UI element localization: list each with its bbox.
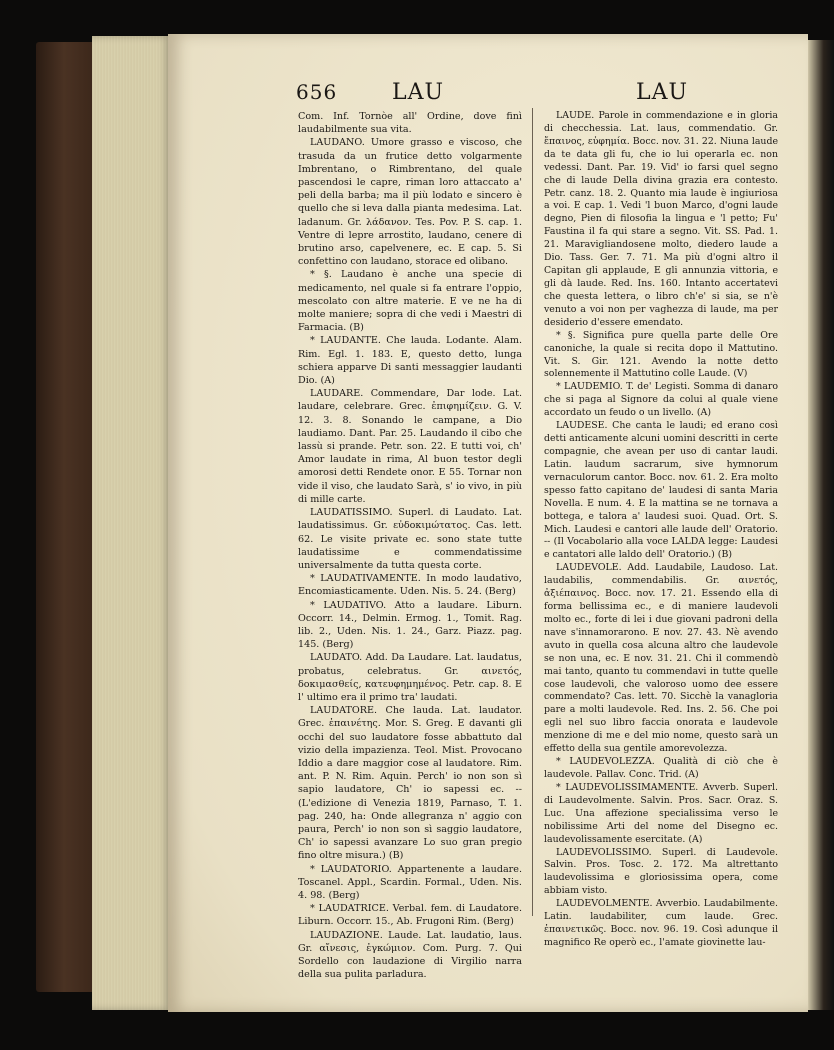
running-head-right: LAU — [636, 80, 689, 105]
right-column — [544, 110, 778, 950]
dictionary-entry: * LAUDEVOLISSIMAMENTE. Avverb. Superl. di Laudevolmente. Salvin. Pros. Sacr. Oraz. S. Luc. Una affezione specialissima verso le nobilissime Arti del nome del Disegno ec. laudevolissamente esercitate. (A) — [544, 781, 778, 845]
dictionary-entry: * LAUDANTE. Che lauda. Lodante. Alam. Rim. Egl. 1. 183. E, questo detto, lunga schiera apparve Di santi messaggier laudanti Dio. (A) — [298, 335, 522, 387]
dictionary-entry: LAUDEVOLMENTE. Avverbio. Laudabilmente. Latin. laudabiliter, cum laude. Grec. ἐπαινετικῶς. Bocc. nov. 96. 19. Così adunque il magnifico Re operò ec., l'amate giovinette lau- — [544, 898, 778, 948]
dictionary-entry: * LAUDATORIO. Appartenente a laudare. Toscanel. Appl., Scardin. Formal., Uden. Nis. 4. 98. (Berg) — [298, 863, 522, 901]
dictionary-entry: * LAUDATRICE. Verbal. fem. di Laudatore. Liburn. Occorr. 15., Ab. Frugoni Rim. (Berg) — [298, 903, 522, 928]
dictionary-entry: LAUDESE. Che canta le laudi; ed erano così detti anticamente alcuni uomini descritti in certe compagnie, che avean per uso di cantar laudi. Latin. laudum sacrarum, sive hymnorum vernaculorum cantor. Bocc. nov. 61. 2. Era molto spesso fatto capitano de' laudesi di santa Maria Novella. E num. 4. E la mattina se ne tornava a bottega, e talora a' laudesi suoi. Quad. Ort. S. Mich. Laudesi e cantori alle laude dell' Oratorio. -- (Il Vocabolario alla voce LALDA legge: Laudesi e cantatori alle laldo dell' Oratorio.) (B) — [544, 420, 778, 561]
dictionary-entry: LAUDE. Parole in commendazione e in gloria di checchessia. Lat. laus, commendatio. Gr. ἔπαινος, εὐφημία. Bocc. nov. 31. 22. Niuna laude da te data gli fu, che io lui operarla ec. non vedessi. Dant. Par. 19. Vid' io farsi quel segno che di laude Della divina grazia era contesto. Petr. canz. 18. 2. Quanto mia laude è ingiuriosa a voi. E cap. 1. Vedi 'l buon Marco, d'ogni laude degno, Pien di filosofia la lingua e 'l petto; Fu' Faustina il fa qui stare a segno. Vit. SS. Pad. 1. 21. Maravigliandosene molto, diedero laude a Dio. Tass. Ger. 7. 71. Ma più d'ogni altro il Capitan gli applaude, E gli annunzia vittoria, e gli dà laude. Red. Ins. 160. Intanto accertatevi che questa lettera, o libro ch'e' si sia, se n'è venuto a voi non per vaghezza di laude, ma per desiderio d'essere emendato. — [544, 110, 778, 328]
running-head-left: LAU — [392, 80, 445, 105]
dictionary-entry: * LAUDATIVO. Atto a laudare. Liburn. Occorr. 14., Delmin. Ermog. 1., Tomit. Rag. lib. 2., Uden. Nis. 1. 24., Garz. Piazz. pag. 145. (Berg) — [298, 599, 522, 651]
dictionary-entry: * LAUDEVOLEZZA. Qualità di ciò che è laudevole. Pallav. Conc. Trid. (A) — [544, 756, 778, 781]
page-edges — [92, 36, 172, 1010]
left-column — [298, 110, 522, 981]
dictionary-entry: LAUDARE. Commendare, Dar lode. Lat. laudare, celebrare. Grec. ἐπιφημίζειν. G. V. 12. 3. 8. Sonando le campane, a Dio laudiamo. Dant. Par. 25. Laudando il cibo che lassù si prande. Petr. son. 22. E tutti voi, ch' Amor laudate in rima, Al buon testor degli amorosi detti Rendete onor. E 55. Tornar non vide il viso, che laudato Sarà, s' io vivo, in più di mille carte. — [298, 388, 522, 505]
dictionary-entry: LAUDATISSIMO. Superl. di Laudato. Lat. laudatissimus. Gr. εὐδοκιμώτατος. Cas. lett. 62. Le visite private ec. sono state tutte laudatissime e commendatissime universalmente da tutta questa corte. — [298, 507, 522, 571]
facing-page-edge — [808, 40, 834, 1010]
page-number: 656 — [296, 80, 338, 104]
dictionary-entry: LAUDANO. Umore grasso e viscoso, che trasuda da un frutice detto volgarmente Imbrentano, o Rimbrentano, del quale pascendosi le capre, riman loro attaccato a' peli della barba; ma il più lodato e sincero è quello che si leva dalla pianta medesima. Lat. ladanum. Gr. λάδανον. Tes. Pov. P. S. cap. 1. Ventre di lepre arrostito, laudano, cenere di brutino arso, capelvenere, ec. E cap. 5. Si confettino con laudano, storace ed olibano. — [298, 137, 522, 268]
dictionary-entry: LAUDATORE. Che lauda. Lat. laudator. Grec. ἐπαινέτης. Mor. S. Greg. E davanti gli occhi del suo laudatore fosse abbattuto dal vizio della impazienza. Teol. Mist. Provocano Iddio a dare maggior cose al laudatore. Rim. ant. P. N. Rim. Aquin. Perch' io non son sì sapio laudatore, Ch' io sapessi ec. -- (L'edizione di Venezia 1819, Parnaso, T. 1. pag. 240, ha: Onde allegranza n' aggio con paura, Perch' io non son sì saggio laudatore, Ch' io sapessi avanzare Lo suo gran pregio fino oltre misura.) (B) — [298, 705, 522, 862]
dictionary-entry: Com. Inf. Tornòe all' Ordine, dove finì laudabilmente sua vita. — [298, 111, 522, 136]
dictionary-entry: * §. Significa pure quella parte delle Ore canoniche, la quale si recita dopo il Mattutino. Vit. S. Gir. 121. Avendo la notte detto solennemente il Mattutino colle Laude. (V) — [544, 329, 778, 380]
dictionary-entry: LAUDEVOLE. Add. Laudabile, Laudoso. Lat. laudabilis, commendabilis. Gr. αινετός, ἀξιέπαινος. Bocc. nov. 17. 21. Essendo ella di forma bellissima ec., e di maniere laudevoli molto ec., forte di lei i due giovani padroni della nave s'innamorarono. E nov. 27. 43. Nè avendo avuto in quella cosa alcuna altro che laudevole se non una, ec. E nov. 31. 21. Chi il commendò mai tanto, quanto tu commendavi in tutte quelle cose laudevoli, che valoroso uomo dee essere commendato? Cas. lett. 70. Sicchè la vanagloria pare a molti laudevole. Red. Ins. 2. 56. Che poi egli nel suo libro faccia onorata e laudevole menzione di me e del mio nome, questo sarà un effetto della sua gentile amorevolezza. — [544, 562, 778, 755]
dictionary-entry: LAUDAZIONE. Laude. Lat. laudatio, laus. Gr. αἴνεσις, ἐγκώμιον. Com. Purg. 7. Qui Sordello con laudazione di Virgilio narra della sua pulita parladura. — [298, 929, 522, 981]
book-cover — [36, 42, 98, 992]
dictionary-entry: LAUDEVOLISSIMO. Superl. di Laudevole. Salvin. Pros. Tosc. 2. 172. Ma altrettanto laudevolissima e gloriosissima opera, come abbiam visto. — [544, 846, 778, 897]
column-divider — [532, 108, 533, 916]
dictionary-entry: * LAUDEMIO. T. de' Legisti. Somma di danaro che si paga al Signore da colui al quale viene accordato un feudo o un livello. (A) — [544, 381, 778, 419]
dictionary-entry: * §. Laudano è anche una specie di medicamento, nel quale si fa entrare l'oppio, mescolato con altre materie. E ve ne ha di molte maniere; sopra di che vedi i Maestri di Farmacia. (B) — [298, 269, 522, 334]
dictionary-entry: * LAUDATIVAMENTE. In modo laudativo, Encomiasticamente. Uden. Nis. 5. 24. (Berg) — [298, 573, 522, 598]
dictionary-entry: LAUDATO. Add. Da Laudare. Lat. laudatus, probatus, celebratus. Gr. αινετός, δοκιμασθείς, κατευφημημένος. Petr. cap. 8. E l' ultimo era il primo tra' laudati. — [298, 652, 522, 703]
